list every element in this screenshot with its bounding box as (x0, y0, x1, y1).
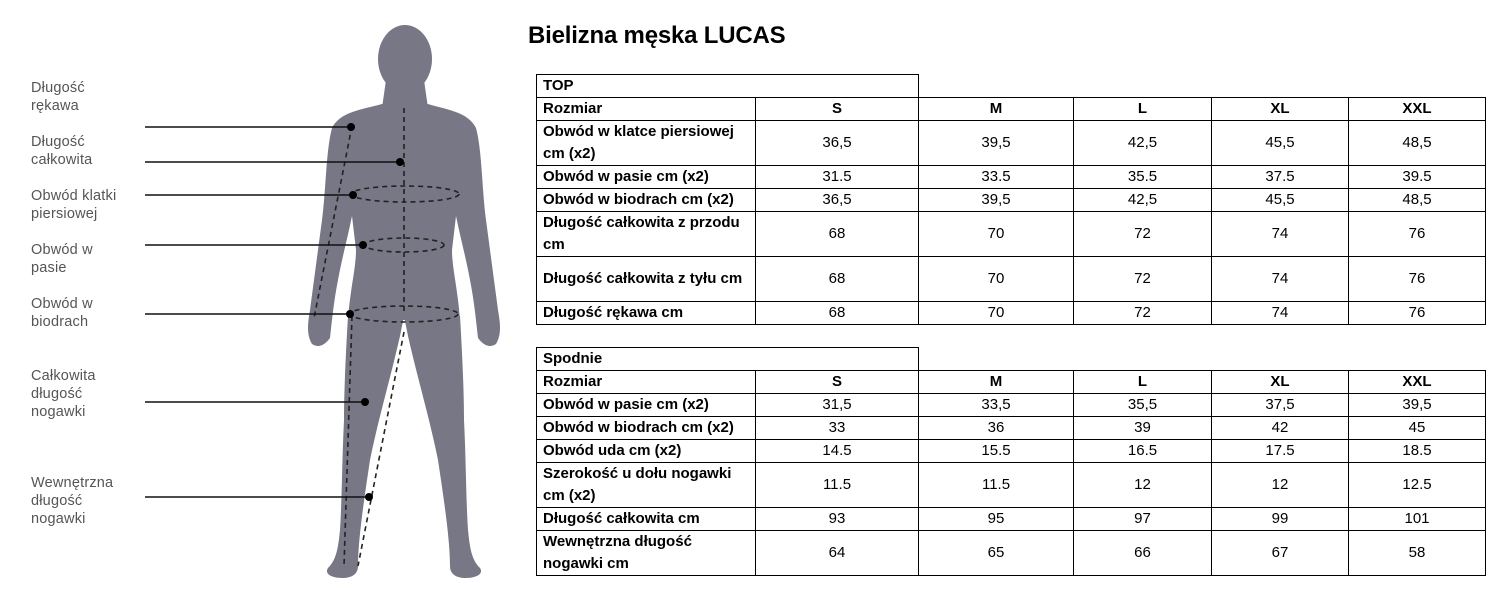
row-label: Długość całkowita z tyłu cm (537, 257, 756, 302)
cell-value: 39,5 (919, 189, 1074, 212)
cell-value: 37.5 (1212, 166, 1349, 189)
cell-value: 68 (756, 212, 919, 257)
cell-value: 11.5 (756, 463, 919, 508)
header-cell: L (1074, 371, 1212, 394)
row-label: Szerokość u dołu nogawki cm (x2) (537, 463, 756, 508)
cell-value: 70 (919, 212, 1074, 257)
cell-value: 95 (919, 508, 1074, 531)
row-label: Obwód w pasie cm (x2) (537, 166, 756, 189)
top-size-table (536, 74, 1486, 325)
cell-value: 12 (1212, 463, 1349, 508)
header-cell: XL (1212, 98, 1349, 121)
header-cell: XXL (1349, 98, 1486, 121)
cell-value: 72 (1074, 257, 1212, 302)
cell-value: 31.5 (756, 166, 919, 189)
cell-value: 68 (756, 257, 919, 302)
cell-value: 93 (756, 508, 919, 531)
header-cell: Rozmiar (537, 371, 756, 394)
cell-value: 42 (1212, 417, 1349, 440)
table-row (537, 302, 1486, 325)
header-cell: XXL (1349, 371, 1486, 394)
table-caption-row (537, 75, 1486, 98)
cell-value: 39,5 (919, 121, 1074, 166)
header-cell: L (1074, 98, 1212, 121)
label-sleeve-length: Długość rękawa (31, 80, 85, 114)
cell-value: 45 (1349, 417, 1486, 440)
table-row (537, 394, 1486, 417)
cell-value: 70 (919, 257, 1074, 302)
cell-value: 12.5 (1349, 463, 1486, 508)
cell-value: 72 (1074, 212, 1212, 257)
table-caption-row (537, 348, 1486, 371)
row-label: Długość całkowita z przodu cm (537, 212, 756, 257)
row-label: Obwód w biodrach cm (x2) (537, 417, 756, 440)
table-row (537, 121, 1486, 166)
cell-value: 36,5 (756, 189, 919, 212)
table-row (537, 417, 1486, 440)
table-header-row (537, 98, 1486, 121)
cell-value: 58 (1349, 531, 1486, 576)
cell-value: 74 (1212, 212, 1349, 257)
table-row (537, 189, 1486, 212)
cell-value: 76 (1349, 257, 1486, 302)
pants-size-table (536, 347, 1486, 576)
cell-value: 36 (919, 417, 1074, 440)
row-label: Wewnętrzna długość nogawki cm (537, 531, 756, 576)
table-row (537, 531, 1486, 576)
cell-value: 14.5 (756, 440, 919, 463)
cell-value: 39.5 (1349, 166, 1486, 189)
cell-value: 45,5 (1212, 121, 1349, 166)
cell-value: 42,5 (1074, 121, 1212, 166)
cell-value: 74 (1212, 257, 1349, 302)
cell-value: 33,5 (919, 394, 1074, 417)
row-label: Obwód w pasie cm (x2) (537, 394, 756, 417)
cell-value: 36,5 (756, 121, 919, 166)
cell-value: 39,5 (1349, 394, 1486, 417)
cell-value: 11.5 (919, 463, 1074, 508)
cell-value: 76 (1349, 212, 1486, 257)
cell-value: 35,5 (1074, 394, 1212, 417)
label-inner-leg-length: Wewnętrzna długość nogawki (31, 475, 114, 527)
cell-value: 48,5 (1349, 121, 1486, 166)
row-label: Długość rękawa cm (537, 302, 756, 325)
cell-value: 66 (1074, 531, 1212, 576)
row-label: Obwód w biodrach cm (x2) (537, 189, 756, 212)
cell-value: 67 (1212, 531, 1349, 576)
header-cell: M (919, 98, 1074, 121)
cell-value: 39 (1074, 417, 1212, 440)
table-caption: Spodnie (537, 348, 919, 371)
cell-value: 15.5 (919, 440, 1074, 463)
table-row (537, 463, 1486, 508)
label-waist-circumference: Obwód w pasie (31, 242, 93, 276)
table-header-row (537, 371, 1486, 394)
table-row (537, 166, 1486, 189)
header-cell: Rozmiar (537, 98, 756, 121)
measurement-figure (0, 0, 520, 595)
cell-value: 101 (1349, 508, 1486, 531)
label-total-leg-length: Całkowita długość nogawki (31, 368, 96, 420)
page-title: Bielizna męska LUCAS (528, 22, 786, 49)
table-row (537, 440, 1486, 463)
cell-value: 42,5 (1074, 189, 1212, 212)
label-hip-circumference: Obwód w biodrach (31, 296, 93, 330)
cell-value: 48,5 (1349, 189, 1486, 212)
header-cell: S (756, 371, 919, 394)
cell-value: 35.5 (1074, 166, 1212, 189)
cell-value: 12 (1074, 463, 1212, 508)
cell-value: 72 (1074, 302, 1212, 325)
cell-value: 45,5 (1212, 189, 1349, 212)
cell-value: 99 (1212, 508, 1349, 531)
cell-value: 33.5 (919, 166, 1074, 189)
table-row (537, 508, 1486, 531)
row-label: Obwód w klatce piersiowej cm (x2) (537, 121, 756, 166)
table-row (537, 257, 1486, 302)
cell-value: 76 (1349, 302, 1486, 325)
header-cell: XL (1212, 371, 1349, 394)
cell-value: 33 (756, 417, 919, 440)
cell-value: 17.5 (1212, 440, 1349, 463)
cell-value: 18.5 (1349, 440, 1486, 463)
cell-value: 70 (919, 302, 1074, 325)
row-label: Obwód uda cm (x2) (537, 440, 756, 463)
table-caption: TOP (537, 75, 919, 98)
table-row (537, 212, 1486, 257)
row-label: Długość całkowita cm (537, 508, 756, 531)
label-total-length: Długość całkowita (31, 134, 93, 168)
label-chest-circumference: Obwód klatki piersiowej (31, 188, 117, 222)
cell-value: 64 (756, 531, 919, 576)
cell-value: 97 (1074, 508, 1212, 531)
header-cell: S (756, 98, 919, 121)
cell-value: 65 (919, 531, 1074, 576)
cell-value: 31,5 (756, 394, 919, 417)
cell-value: 37,5 (1212, 394, 1349, 417)
cell-value: 74 (1212, 302, 1349, 325)
header-cell: M (919, 371, 1074, 394)
cell-value: 16.5 (1074, 440, 1212, 463)
cell-value: 68 (756, 302, 919, 325)
